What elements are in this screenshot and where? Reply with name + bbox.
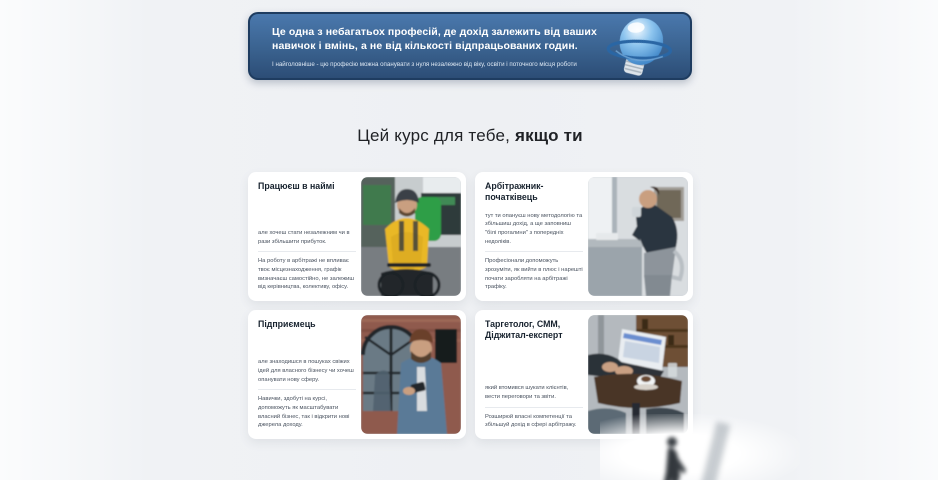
card-paragraph: Професіонали допоможуть зрозуміти, як вийти в плюс і нарешті почати заробляти на арбітражі трафіку.	[485, 251, 583, 292]
card-text-block	[485, 181, 583, 292]
card-title: Підприємець	[258, 319, 316, 329]
section-title-bold: якщо ти	[514, 126, 583, 145]
card-paragraphs	[258, 229, 356, 292]
banner-subline: І найголовніше - цю професію можна опанувати з нуля незалежно від віку, освіти і поточного місця роботи	[272, 60, 577, 68]
card-paragraph: тут ти опануєш нову методологію та збільшиш дохід, а ще заповниш "білі прогалини" з попередніх недоліків.	[485, 212, 583, 245]
card-paragraph: але знаходишся в пошуках свіжих ідей для власного бізнесу чи хочеш опанувати нову сферу.	[258, 359, 354, 383]
card-paragraph: Навички, здобуті на курсі, допоможуть як масштабувати власний бізнес, так і відкрити нові джерела доходу.	[258, 389, 356, 430]
card-paragraphs	[485, 384, 583, 430]
card-beginner-arbitrager	[475, 172, 693, 301]
banner-headline: Це одна з небагатьох професій, де дохід залежить від ваших навичок і вмінь, а не від кількості відпрацьованих годин.	[272, 26, 597, 53]
laptop-in-cafe-photo	[588, 315, 688, 434]
card-paragraph: який втомився шукати клієнтів, вести переговори та звіти.	[485, 385, 569, 400]
courier-on-bike-photo	[361, 177, 461, 296]
audience-cards-grid	[248, 172, 694, 439]
card-title: Таргетолог, СММ, Діджитал-експерт	[485, 319, 563, 340]
card-text-block	[258, 319, 356, 430]
card-paragraphs	[485, 212, 583, 293]
walking-person-photo	[648, 436, 694, 480]
card-employed	[248, 172, 466, 301]
card-paragraph: але хочеш стати незалежним чи в рази збільшити прибуток.	[258, 229, 350, 245]
man-with-phone-photo	[361, 315, 461, 434]
man-drinking-coffee-photo	[588, 177, 688, 296]
blurred-background-object	[700, 421, 731, 480]
card-title: Арбітражник-початківець	[485, 181, 544, 202]
card-paragraph: На роботу в арбітражі не впливає твоє місцезнаходження, графік визначаєш самостійно, не залежиш від керівництва, колективу, офісу.	[258, 251, 356, 292]
section-title-regular: Цей курс для тебе,	[357, 126, 515, 145]
lightbulb-icon	[592, 15, 688, 79]
card-paragraphs	[258, 358, 356, 430]
highlight-banner	[248, 12, 692, 80]
card-text-block	[258, 181, 356, 292]
card-digital-expert	[475, 310, 693, 439]
section-title	[248, 126, 692, 146]
banner-text-block	[272, 25, 607, 69]
card-paragraph: Розширюй власні компетенції та збільшуй дохід в сфері арбітражу.	[485, 407, 583, 430]
card-text-block	[485, 319, 583, 430]
card-entrepreneur	[248, 310, 466, 439]
card-title: Працюєш в наймі	[258, 181, 335, 191]
